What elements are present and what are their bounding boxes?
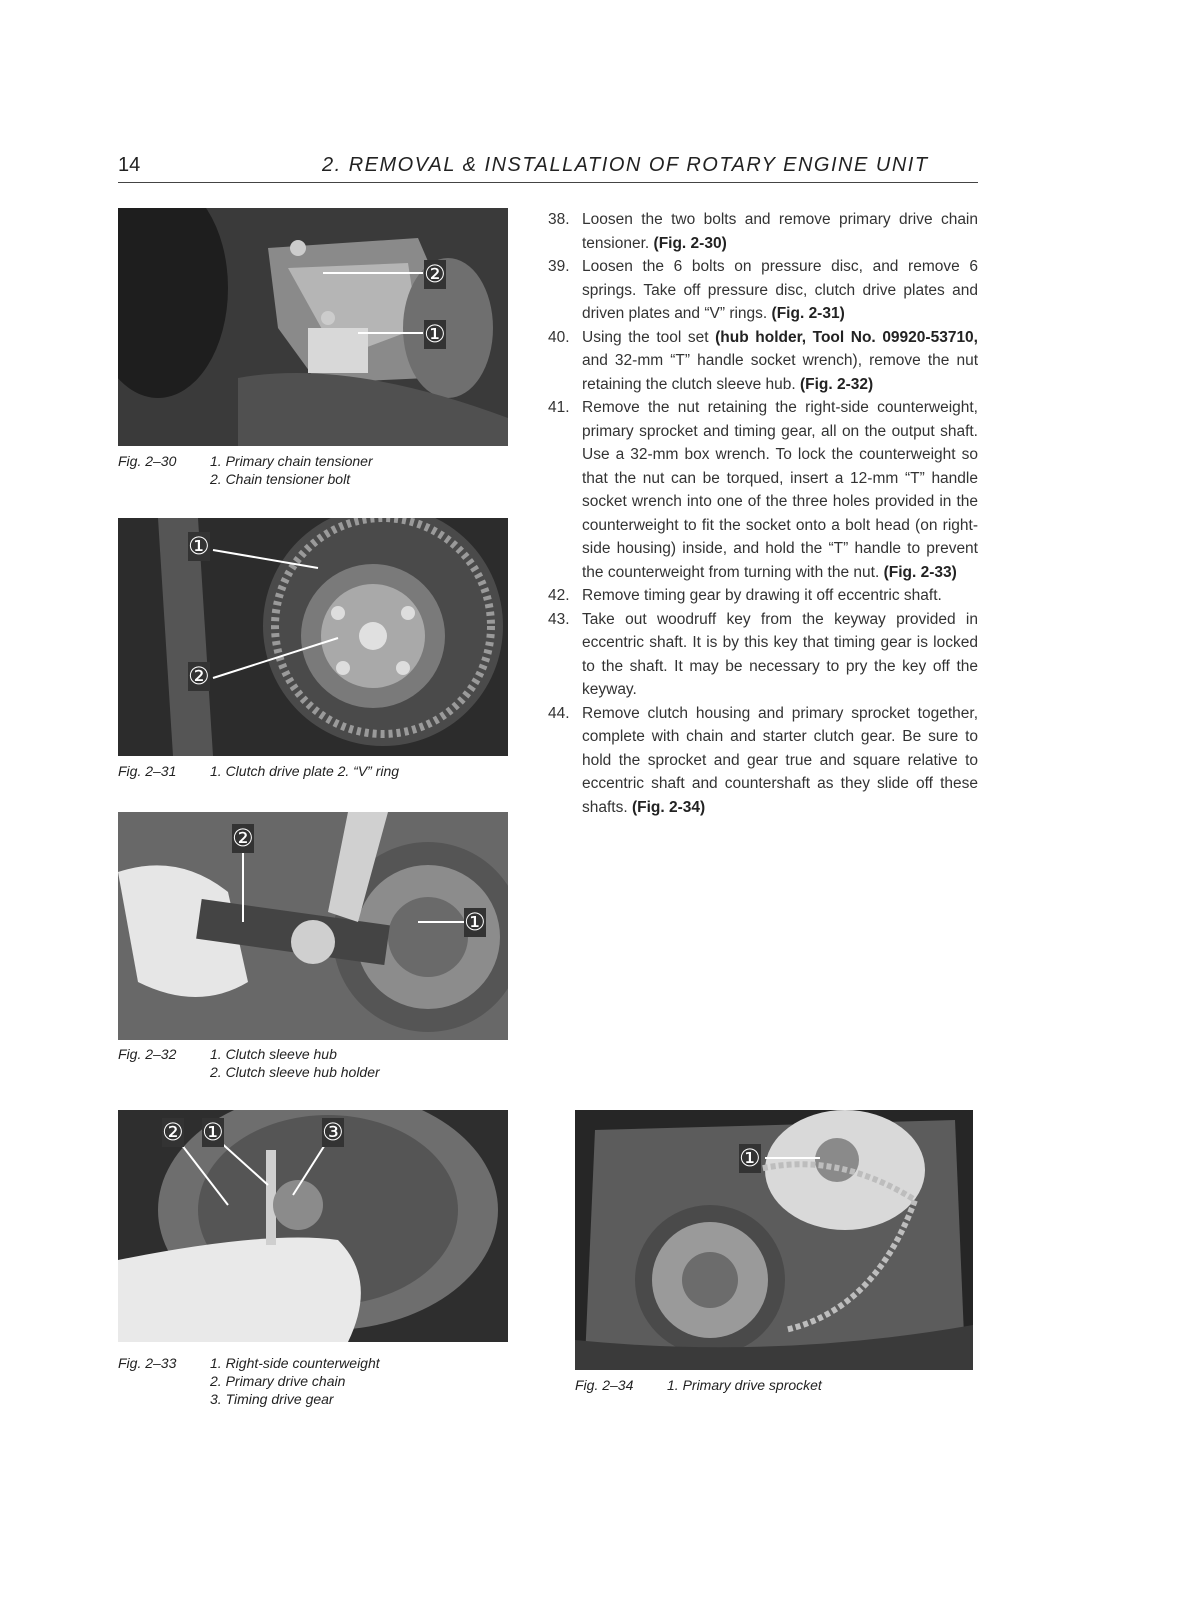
step-number: 44. bbox=[548, 704, 570, 722]
callout-1-icon: ① bbox=[464, 909, 486, 936]
step-text: and 32-mm “T” handle socket wrench), remove the nut retaining the clutch sleeve hub. bbox=[582, 352, 978, 393]
caption-fig-2-34 bbox=[575, 1376, 973, 1396]
step-bold-text: (Fig. 2-34) bbox=[631, 798, 706, 816]
callout-2-icon: ② bbox=[162, 1119, 184, 1146]
caption-item: 2. Clutch sleeve hub holder bbox=[210, 1064, 380, 1080]
step-text: Remove clutch housing and primary sprocket together, complete with chain and starter clutch gear. Be sure to hold the sprocket and gear true and square relative to eccentric shaft and countershaft as they slide off these shafts. bbox=[582, 704, 978, 816]
step-text: Loosen the 6 bolts on pressure disc, and remove 6 springs. Take off pressure disc, clutch drive plates and driven plates and “V” rings. bbox=[582, 258, 978, 322]
step-number: 38. bbox=[548, 211, 570, 228]
caption-item: 2. Chain tensioner bolt bbox=[210, 471, 351, 487]
procedure-step bbox=[548, 584, 978, 608]
step-bold-text: (Fig. 2-32) bbox=[800, 375, 874, 393]
photo-fig-2-32 bbox=[118, 812, 508, 1040]
step-bold-text: (Fig. 2-30) bbox=[653, 234, 727, 252]
running-title: 2. REMOVAL & INSTALLATION OF ROTARY ENGINE UNIT bbox=[322, 154, 929, 176]
step-text: Take out woodruff key from the keyway provided in eccentric shaft. It is by this key that timing gear is locked to the shaft. It may be necessary to pry the key off the keyway. bbox=[582, 610, 978, 698]
procedure-step bbox=[548, 702, 978, 820]
step-text: Remove the nut retaining the right-side counterweight, primary sprocket and timing gear, all on the output shaft. Use a 32-mm box wrench. To lock the counterweight so that the nut can be torqued, insert a 12-mm “T” handle socket wrench into one of the three holes provided in the counterweight to fit the socket onto a bolt head (on right-side housing) inside, and hold the “T” handle to prevent the counterweight from turning with the nut. bbox=[582, 399, 978, 581]
step-text: Loosen the two bolts and remove primary drive chain tensioner. bbox=[582, 211, 978, 252]
callout-1-icon: ① bbox=[202, 1119, 224, 1146]
caption-item: 3. Timing drive gear bbox=[210, 1391, 334, 1407]
step-bold-text: (Fig. 2-31) bbox=[771, 305, 845, 322]
callout-1-icon: ① bbox=[188, 533, 210, 560]
page-number: 14 bbox=[118, 154, 141, 176]
caption-item: 1. Clutch drive plate 2. “V” ring bbox=[210, 763, 400, 779]
procedure-steps bbox=[548, 208, 978, 819]
step-text: Remove timing gear by drawing it off eccentric shaft. bbox=[582, 587, 942, 604]
photo-fig-2-33 bbox=[118, 1110, 508, 1342]
callout-1-icon: ① bbox=[739, 1145, 761, 1172]
page-header bbox=[118, 150, 978, 184]
figure-label: Fig. 2–34 bbox=[575, 1377, 634, 1393]
procedure-step bbox=[548, 326, 978, 397]
figure-label: Fig. 2–30 bbox=[118, 453, 177, 469]
step-number: 41. bbox=[548, 399, 570, 416]
caption-fig-2-30 bbox=[118, 452, 508, 492]
procedure-step bbox=[548, 608, 978, 702]
procedure-step bbox=[548, 208, 978, 255]
caption-item: 2. Primary drive chain bbox=[210, 1373, 346, 1389]
photo-fig-2-34 bbox=[575, 1110, 973, 1370]
caption-item: 1. Clutch sleeve hub bbox=[210, 1046, 337, 1062]
header-rule bbox=[118, 182, 978, 183]
caption-item: 1. Primary chain tensioner bbox=[210, 453, 373, 469]
step-number: 40. bbox=[548, 328, 570, 346]
step-number: 39. bbox=[548, 258, 570, 275]
step-number: 42. bbox=[548, 587, 570, 604]
caption-fig-2-31 bbox=[118, 762, 508, 782]
callout-1-icon: ① bbox=[424, 321, 446, 348]
photo-fig-2-30 bbox=[118, 208, 508, 446]
figure-label: Fig. 2–33 bbox=[118, 1355, 177, 1371]
callout-2-icon: ② bbox=[232, 825, 254, 852]
photo-fig-2-31 bbox=[118, 518, 508, 756]
figure-label: Fig. 2–31 bbox=[118, 763, 177, 779]
caption-item: 1. Right-side counterweight bbox=[210, 1355, 380, 1371]
callout-3-icon: ③ bbox=[322, 1119, 344, 1146]
callout-2-icon: ② bbox=[188, 663, 210, 690]
step-bold-text: (hub holder, Tool No. 09920-53710, bbox=[715, 328, 978, 346]
caption-fig-2-32 bbox=[118, 1045, 508, 1085]
caption-fig-2-33 bbox=[118, 1354, 508, 1410]
step-bold-text: (Fig. 2-33) bbox=[883, 563, 957, 581]
procedure-step bbox=[548, 255, 978, 326]
caption-item: 1. Primary drive sprocket bbox=[667, 1377, 822, 1393]
procedure-step bbox=[548, 396, 978, 584]
figure-label: Fig. 2–32 bbox=[118, 1046, 177, 1062]
step-text: Using the tool set bbox=[582, 328, 716, 346]
step-number: 43. bbox=[548, 610, 570, 628]
callout-2-icon: ② bbox=[424, 261, 446, 288]
